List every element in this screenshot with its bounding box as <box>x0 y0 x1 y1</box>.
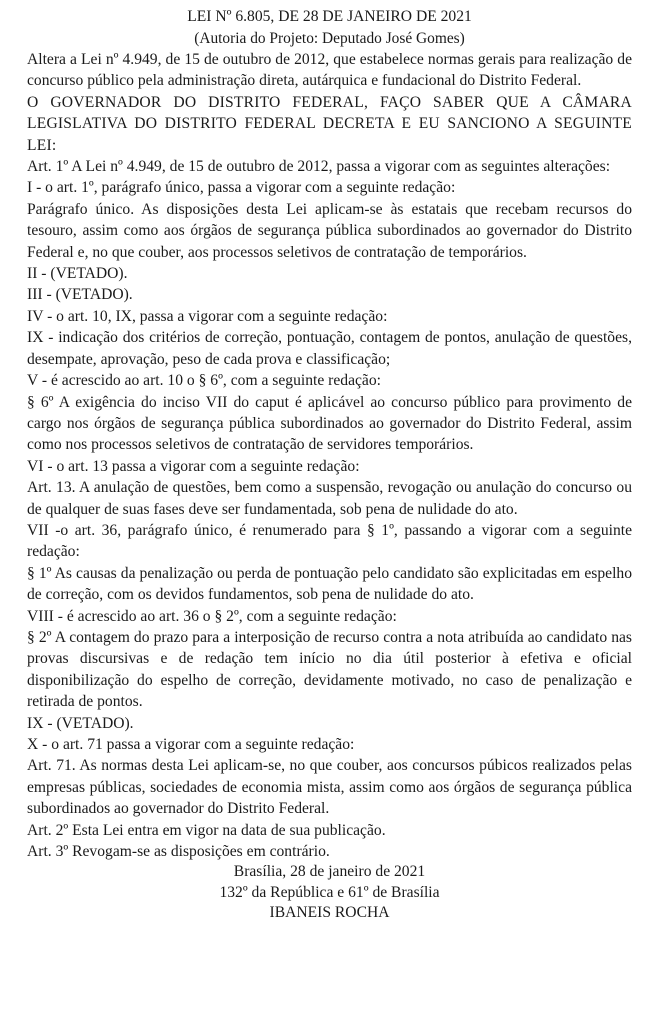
law-summary: Altera a Lei nº 4.949, de 15 de outubro de 2012, que estabelece normas gerais para realização de concurso público pela administração direta, autárquica e fundacional do Distrito Federal. <box>27 51 632 90</box>
signatory-name: IBANEIS ROCHA <box>269 904 390 922</box>
item-vi-text: Art. 13. A anulação de questões, bem como a suspensão, revogação ou anulação do concurso ou de qualquer de suas fases deve ser fundamentada, sob pena de nulidade do ato. <box>27 479 632 518</box>
item-viii-text: § 2º A contagem do prazo para a interposição de recurso contra a nota atribuída ao candidato nas provas discursivas e de redação tem início no dia útil posterior à efetiva e oficial disponibilização do espelho de correção, devidamente motivado, no caso de penalização e retirada de pontos. <box>27 628 632 711</box>
article-1-intro: Art. 1º A Lei nº 4.949, de 15 de outubro de 2012, passa a vigorar com as seguintes alterações: <box>27 158 611 176</box>
item-vii-text: § 1º As causas da penalização ou perda de pontuação pelo candidato são explicitadas em espelho de correção, com os devidos fundamentos, sob pena de nulidade do ato. <box>27 564 632 604</box>
item-i-text: Parágrafo único. As disposições desta Lei aplicam-se às estatais que recebam recursos do tesouro, assim como aos órgãos de segurança pública subordinados ao governador do Distrito Federal e, no que couber, aos processos seletivos de contratação de temporários. <box>27 200 632 261</box>
article-3: Art. 3º Revogam-se as disposições em contrário. <box>27 843 330 861</box>
item-viii: VIII - é acrescido ao art. 36 o § 2º, com a seguinte redação: <box>27 607 397 625</box>
item-i: I - o art. 1º, parágrafo único, passa a vigorar com a seguinte redação: <box>27 179 456 197</box>
item-ix: IX - (VETADO). <box>27 714 134 732</box>
item-ii: II - (VETADO). <box>27 265 128 283</box>
item-x: X - o art. 71 passa a vigorar com a seguinte redação: <box>27 736 355 753</box>
item-iv: IV - o art. 10, IX, passa a vigorar com a seguinte redação: <box>27 307 388 325</box>
item-iv-text: IX - indicação dos critérios de correção, pontuação, contagem de pontos, anulação de questões, desempate, aprovação, peso de cada prova e classificação; <box>27 329 632 368</box>
law-title: LEI Nº 6.805, DE 28 DE JANEIRO DE 2021 <box>187 8 472 25</box>
article-2: Art. 2º Esta Lei entra em vigor na data de sua publicação. <box>27 821 386 839</box>
item-iii: III - (VETADO). <box>27 286 133 304</box>
item-v-text: § 6º A exigência do inciso VII do caput é aplicável ao concurso público para provimento de cargo nos órgãos de segurança pública subordinados ao governador do Distrito Federal, assim como nos processos seletivos de contratação de servidores temporários. <box>27 393 632 454</box>
authorship-note: (Autoria do Projeto: Deputado José Gomes) <box>194 30 465 47</box>
item-v: V - é acrescido ao art. 10 o § 6º, com a seguinte redação: <box>27 372 381 390</box>
item-vii: VII -o art. 36, parágrafo único, é renumerado para § 1º, passando a vigorar com a seguinte redação: <box>27 521 632 561</box>
place-date: Brasília, 28 de janeiro de 2021 <box>233 863 426 881</box>
enactment-clause: O GOVERNADOR DO DISTRITO FEDERAL, FAÇO SABER QUE A CÂMARA LEGISLATIVA DO DISTRITO FEDERAL DECRETA E EU SANCIONO A SEGUINTE LEI: <box>27 93 632 154</box>
item-vi: VI - o art. 13 passa a vigorar com a seguinte redação: <box>27 457 360 475</box>
anniversary-line: 132º da República e 61º de Brasília <box>219 883 440 901</box>
item-x-text: Art. 71. As normas desta Lei aplicam-se, no que couber, aos concursos púbicos realizados pelas empresas públicas, sociedades de economia mista, assim como aos órgãos de segurança pública subordinados ao governador do Distrito Federal. <box>27 757 632 818</box>
